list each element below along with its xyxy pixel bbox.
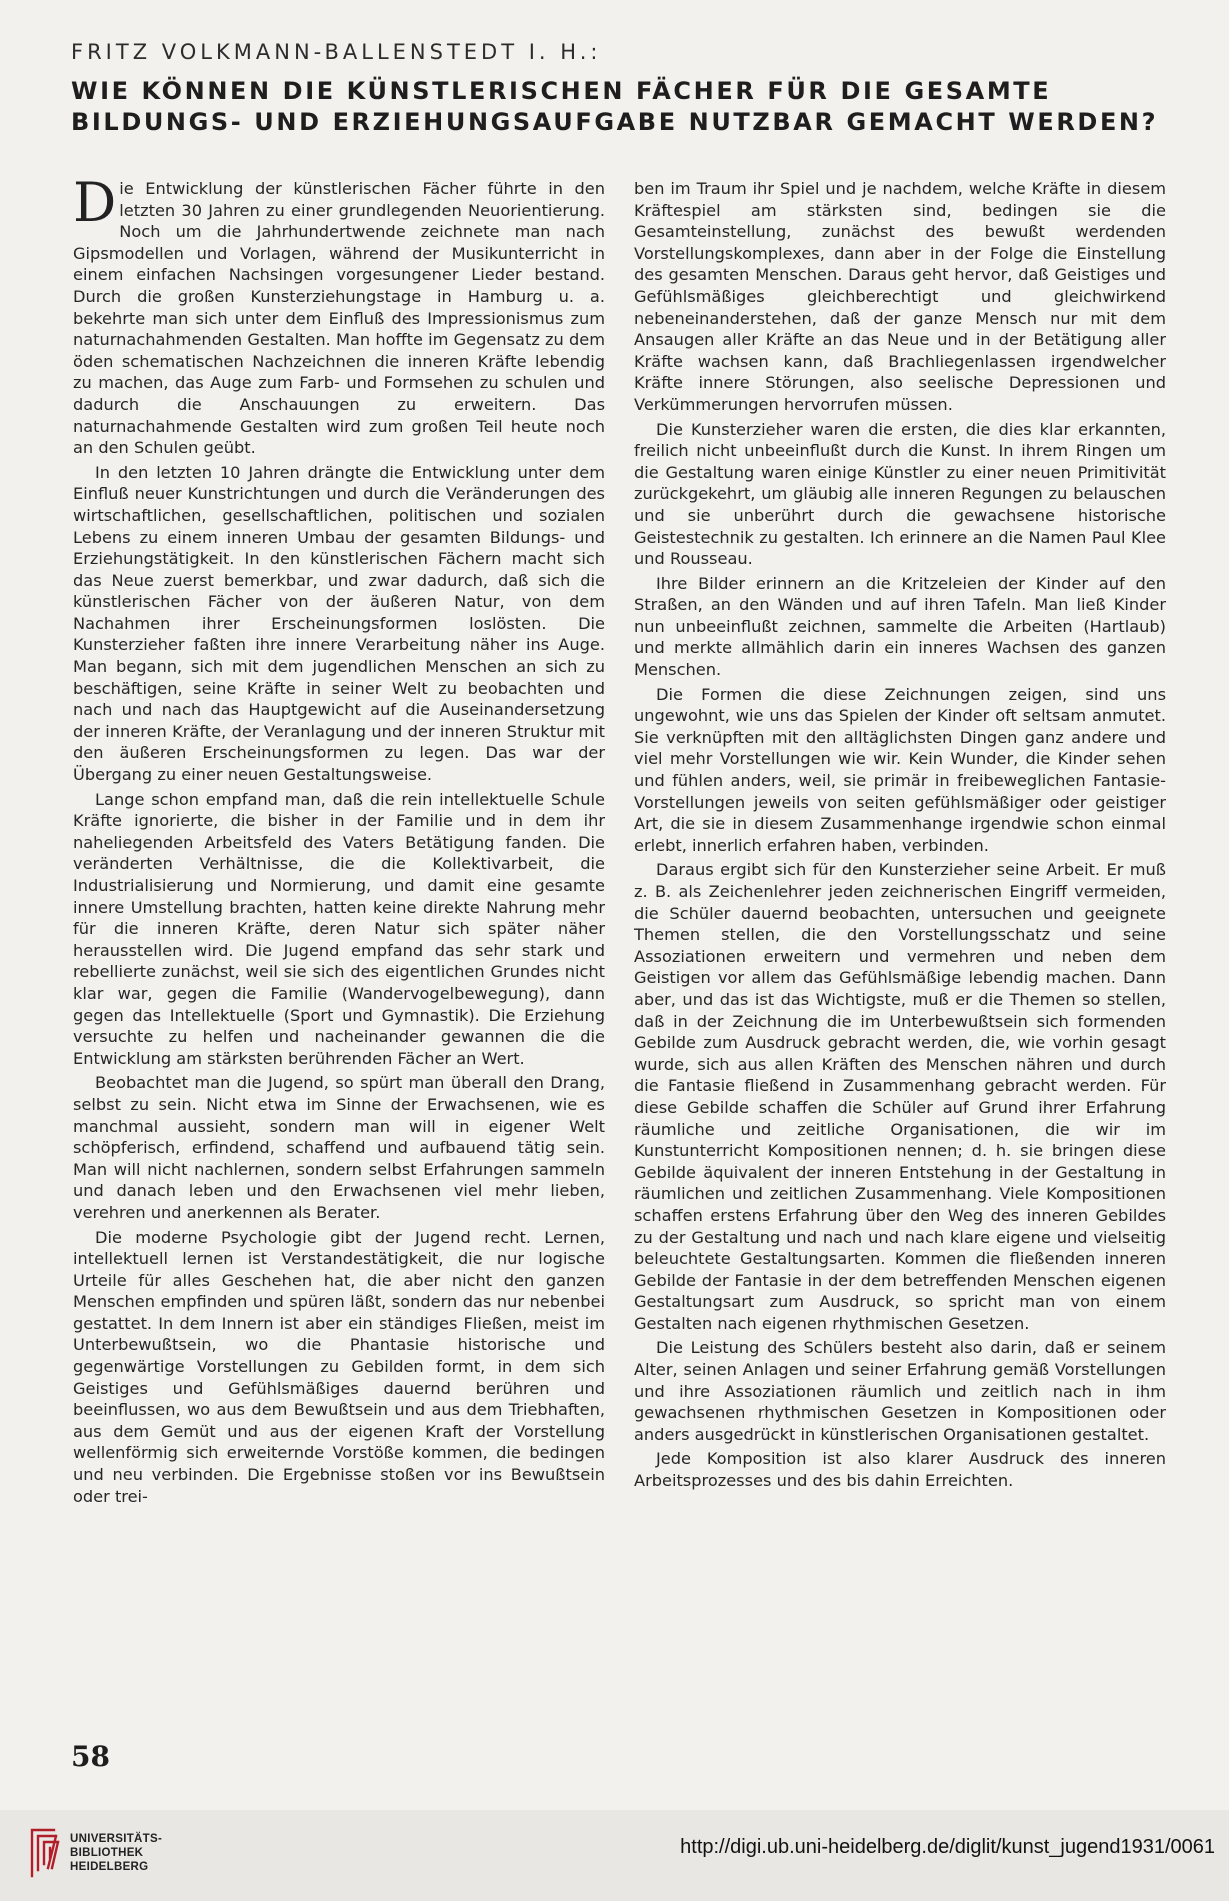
library-logo-text: [70, 1832, 162, 1874]
footer-bar: [0, 1810, 1229, 1901]
paragraph-text: ie Entwicklung der künstlerischen Fächer führte in den letzten 30 Jahren zu einer grundlegenden Neuorientierung. Noch um die Jahrhundertwende zeichnete man nach Gipsmodellen und Vorlagen, während der Musikunterricht in einem einfachen Nachsingen vorgesungener Lieder bestand. Durch die großen Kunsterziehungstage in Hamburg u. a. bekehrte man sich unter dem Einfluß des Impressionismus zum naturnachahmenden Gestalten. Man hoffte im Gegensatz zu dem öden schematischen Nachzeichnen die inneren Kräfte lebendig zu machen, das Auge zum Farb- und Formsehen zu schulen und dadurch die Anschauungen zu erweitern. Das naturnachahmende Gestalten wird zum großen Teil heute noch an den Schulen geübt.: [73, 179, 605, 458]
paragraph: Die Kunsterzieher waren die ersten, die dies klar erkannten, freilich nicht unbeeinflußt durch die Kunst. In ihrem Ringen um die Gestaltung waren einige Künstler zu einer neuen Primitivität zurückgekehrt, um gläubig alle inneren Regungen zu belauschen und sie unberührt durch die gewachsene historische Geistestechnik zu gestalten. Ich erinnere an die Namen Paul Klee und Rousseau.: [634, 419, 1166, 569]
logo-line: HEIDELBERG: [70, 1861, 149, 1873]
paragraph: [73, 178, 605, 459]
paragraph: Die Leistung des Schülers besteht also darin, daß er seinem Alter, seinen Anlagen und seiner Erfahrung gemäß Vorstellungen und ihre Assoziationen räumlich und zeitlich nach in ihm gewachsenen rhythmischen Gesetzen in Kompositionen oder anders ausgedrückt in künstlerischen Organisationen gestaltet.: [634, 1338, 1166, 1444]
paragraph: In den letzten 10 Jahren drängte die Entwicklung unter dem Einfluß neuer Kunstrichtungen und durch die Veränderungen des wirtschaftlichen, gesellschaftlichen, politischen und sozialen Lebens zu einem inneren Umbau der gesamten Bildungs- und Erziehungstätigkeit. In den künstlerischen Fächern macht sich das Neue zuerst bemerkbar, und zwar dadurch, daß sich die künstlerischen Fächer von der äußeren Natur, von dem Nachahmen ihrer Erscheinungsformen loslösten. Die Kunsterzieher faßten ihre innere Verarbeitung näher ins Auge. Man begann, sich mit dem jugendlichen Menschen an sich zu beschäftigen, seine Kräfte in seiner Welt zu beobachten und nach und nach das Hauptgewicht auf die Auseinandersetzung der inneren Kräfte, der Veranlagung und der inneren Struktur mit den äußeren Erscheinungsformen zu legen. Das war der Übergang zu einer neuen Gestaltungsweise.: [73, 462, 605, 785]
page-number: 58: [71, 1740, 110, 1773]
paragraph: Lange schon empfand man, daß die rein intellektuelle Schule Kräfte ignorierte, die bisher in der Familie und in dem ihr naheliegenden Arbeitsfeld des Vaters Betätigung fanden. Die veränderten Verhältnisse, die die Kollektivarbeit, die Industrialisierung und Normierung, und damit eine gesamte innere Umstellung brachten, hatten keine direkte Nahrung mehr für die inneren Kräfte, deren Natur sich später näher herausstellen wird. Die Jugend empfand das sehr stark und rebellierte zunächst, weil sie sich des eigentlichen Grundes nicht klar war, gegen die Familie (Wandervogelbewegung), dann gegen das Intellektuelle (Sport und Gymnastik). Die Erziehung versuchte zu helfen und nacheinander gewannen die die Entwicklung am stärksten berührenden Fächer an Wert.: [73, 789, 605, 1068]
source-url-link[interactable]: http://digi.ub.uni-heidelberg.de/diglit/kunst_jugend1931/0061: [680, 1836, 1215, 1858]
article-title: WIE KÖNNEN DIE KÜNSTLERISCHEN FÄCHER FÜR DIE GESAMTE BILDUNGS- UND ERZIEHUNGSAUFGABE NUTZBAR GEMACHT WERDEN?: [71, 77, 1159, 136]
left-column: [73, 178, 605, 1718]
paragraph: Ihre Bilder erinnern an die Kritzeleien der Kinder auf den Straßen, an den Wänden und auf ihren Tafeln. Man ließ Kinder nun unbeeinflußt zeichnen, sammelte die Arbeiten (Hartlaub) und merkte allmählich darin ein inneres Wachsen des ganzen Menschen.: [634, 573, 1166, 680]
paragraph: Daraus ergibt sich für den Kunsterzieher seine Arbeit. Er muß z. B. als Zeichenlehrer jeden zeichnerischen Eingriff vermeiden, die Schüler dauernd beobachten, untersuchen und geeignete Themen stellen, die den Vorstellungsschatz und seine Assoziationen erweitern und vermehren und neben dem Geistigen vor allem das Gefühlsmäßige lebendig machen. Dann aber, und das ist das Wichtigste, muß er die Themen so stellen, daß in der Zeichnung die im Unterbewußtsein sich formenden Gebilde zum Ausdruck gebracht werden, die, wie vorhin gesagt wurde, sich aus allen Kräften des Menschen nähren und durch die Fantasie fließend in Zusammenhang gebracht werden. Für diese Gebilde schaffen die Schüler auf Grund ihrer Erfahrung räumliche und zeitliche Organisationen, die wir im Kunstunterricht Kompositionen nennen; d. h. sie bringen diese Gebilde äquivalent der inneren Entstehung in der Gestaltung in räumlichen und zeitlichen Zusammenhang. Viele Kompositionen schaffen erstens Erfahrung über den Weg des inneren Gebildes zu der Gestaltung und nach und nach klare eigene und vielseitig beleuchtete Gestaltungsarten. Kommen die fließenden inneren Gebilde der Fantasie in der dem betreffenden Menschen eigenen Gestaltungsart zum Ausdruck, so spricht man von einem Gestalten nach eigenen rhythmischen Gesetzen.: [634, 860, 1166, 1333]
right-column: [634, 178, 1166, 1718]
author-kicker: FRITZ VOLKMANN-BALLENSTEDT I. H.:: [71, 40, 602, 64]
paragraph: Jede Komposition ist also klarer Ausdruck des inneren Arbeitsprozesses und des bis dahin Erreichten.: [634, 1449, 1166, 1491]
logo-line: BIBLIOTHEK: [70, 1847, 144, 1859]
paragraph: Beobachtet man die Jugend, so spürt man überall den Drang, selbst zu sein. Nicht etwa im Sinne der Erwachsenen, wie es manchmal aussieht, sondern man will in eigener Welt schöpferisch, erfindend, schaffend und aufbauend tätig sein. Man will nicht nachlernen, sondern selbst Erfahrungen sammeln und danach leben und den Erwachsenen viel mehr lieben, verehren und anerkennen als Berater.: [73, 1073, 605, 1222]
paragraph: Die moderne Psychologie gibt der Jugend recht. Lernen, intellektuell lernen ist Verstandestätigkeit, die nur logische Urteile für alles Geschehen hat, die aber nicht den ganzen Menschen empfinden und spüren läßt, sondern das nur nebenbei gestattet. In dem Innern ist aber ein ständiges Fließen, meist im Unterbewußtsein, wo die Phantasie historische und gegenwärtige Vorstellungen zu Gebilden formt, in dem sich Geistiges und Gefühlsmäßiges dauernd berühren und beeinflussen, wo aus dem Bewußtsein und aus dem Triebhaften, aus dem Gemüt und aus der eigenen Kraft der Vorstellung wellenförmig sich erweiternde Vorstöße kommen, die bedingen und neu verbinden. Die Ergebnisse stoßen vor ins Bewußtsein oder trei-: [73, 1227, 605, 1506]
drop-cap: D: [73, 178, 117, 234]
logo-line: UNIVERSITÄTS-: [70, 1833, 163, 1845]
library-logo-icon[interactable]: [26, 1824, 64, 1886]
paragraph: ben im Traum ihr Spiel und je nachdem, welche Kräfte in diesem Kräftespiel am stärksten sind, bedingen sie die Gesamteinstellung, zunächst des bewußt werdenden Vorstellungskomplexes, dann aber in der Folge die Einstellung des gesamten Menschen. Daraus geht hervor, daß Geistiges und Gefühlsmäßiges gleichberechtigt und gleichwirkend nebeneinanderstehen, daß der ganze Mensch nur mit dem Ansaugen aller Kräfte an das Neue und in der Betätigung aller Kräfte wachsen kann, daß Brachliegenlassen irgendwelcher Kräfte innere Störungen, also seelische Depressionen und Verkümmerungen hervorrufen müssen.: [634, 179, 1166, 414]
paragraph: Die Formen die diese Zeichnungen zeigen, sind uns ungewohnt, wie uns das Spielen der Kinder oft seltsam anmutet. Sie verknüpften mit den alltäglichsten Dingen ganz andere und viel mehr Vorstellungen wie wir. Kein Wunder, die Kinder sehen und fühlen anders, weil, sie primär in freibeweglichen Fantasie-Vorstellungen jeweils von seiten gefühlsmäßiger oder geistiger Art, die sie in diesem Zusammenhange irgendwie schon einmal erlebt, innerlich erfahren haben, verbinden.: [634, 684, 1166, 855]
